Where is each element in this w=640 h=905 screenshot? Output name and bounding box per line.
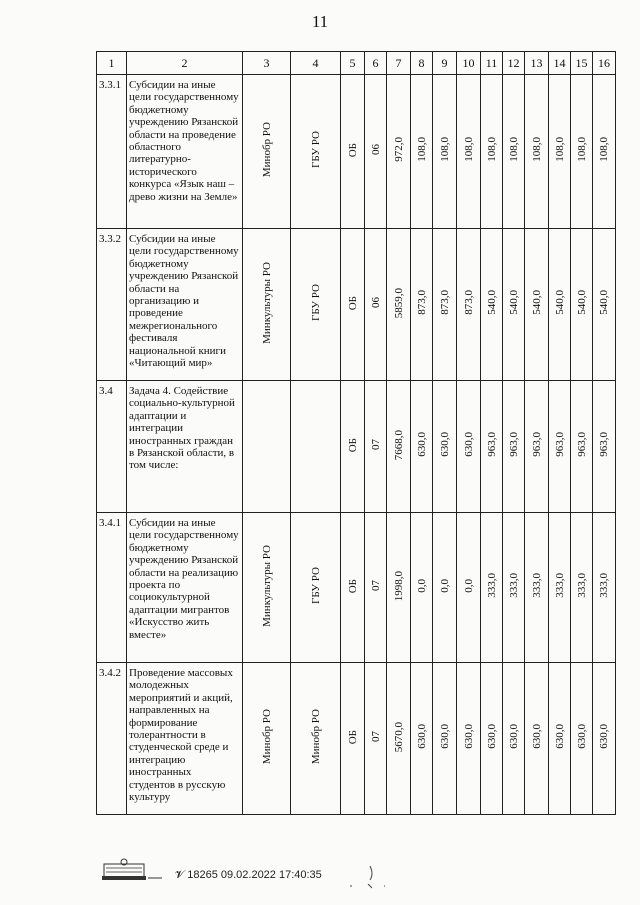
code-cell-text: 06: [369, 297, 382, 309]
executor-cell: [243, 75, 291, 229]
value-cell: [503, 513, 525, 663]
code-cell-text: 07: [369, 439, 382, 451]
column-header: 2: [127, 52, 243, 75]
code-cell: [365, 75, 387, 229]
value-cell: [411, 75, 433, 229]
code-cell: [365, 229, 387, 381]
scan-artifact: [340, 862, 400, 892]
executor-cell-text: Минобр РО: [260, 122, 273, 178]
executor-cell: [243, 513, 291, 663]
participant-cell: [291, 513, 341, 663]
value-cell: [433, 663, 457, 815]
value-cell-text: 540,0: [553, 290, 566, 316]
budget-table: [96, 51, 616, 815]
value-cell: [549, 513, 571, 663]
value-cell-text: 540,0: [575, 290, 588, 316]
row-number: 3.4: [97, 381, 127, 513]
value-cell: [433, 513, 457, 663]
header-row: [97, 52, 616, 75]
column-header: 12: [503, 52, 525, 75]
value-cell-text: 333,0: [507, 573, 520, 599]
value-cell: [457, 229, 481, 381]
value-cell-text: 108,0: [575, 137, 588, 163]
row-number: 3.3.2: [97, 229, 127, 381]
participant-cell-text: ГБУ РО: [309, 567, 322, 605]
value-cell: [549, 381, 571, 513]
value-cell: [593, 663, 616, 815]
source-cell-text: ОБ: [346, 729, 359, 744]
value-cell: [481, 663, 503, 815]
value-cell-text: 333,0: [530, 573, 543, 599]
value-cell-text: 108,0: [507, 137, 520, 163]
participant-cell: [291, 663, 341, 815]
value-cell-text: 108,0: [553, 137, 566, 163]
value-cell-text: 0,0: [415, 578, 428, 593]
row-description: Субсидии на иные цели государственному бюджетному учреждению Рязанской области на организацию и проведение межрегионального фестиваля национальной книги «Читающий мир»: [127, 229, 243, 381]
value-cell: [411, 663, 433, 815]
row-description: Задача 4. Содействие социально-культурной адаптации и интеграции иностранных граждан в Рязанской области, в том числе:: [127, 381, 243, 513]
value-cell-text: 108,0: [438, 137, 451, 163]
row-number: 3.4.1: [97, 513, 127, 663]
value-cell: [387, 663, 411, 815]
value-cell-text: 333,0: [485, 573, 498, 599]
value-cell: [433, 381, 457, 513]
value-cell: [525, 75, 549, 229]
value-cell-text: 0,0: [462, 578, 475, 593]
row-description: Субсидии на иные цели государственному бюджетному учреждению Рязанской области на проведение областного литературно-исторического конкурса «Язык наш – древо жизни на Земле»: [127, 75, 243, 229]
column-header: 15: [571, 52, 593, 75]
value-cell: [411, 513, 433, 663]
value-cell: [503, 663, 525, 815]
value-cell: [593, 75, 616, 229]
value-cell: [571, 229, 593, 381]
value-cell-text: 5670,0: [392, 721, 405, 752]
value-cell-text: 333,0: [575, 573, 588, 599]
source-cell-text: ОБ: [346, 295, 359, 310]
row-description: Проведение массовых молодежных мероприятий и акций, направленных на формирование толерантности в студенческой среде и интеграцию иностранных студентов в русскую культуру: [127, 663, 243, 815]
value-cell: [503, 229, 525, 381]
column-header: 10: [457, 52, 481, 75]
code-cell-text: 07: [369, 731, 382, 743]
source-cell: [341, 513, 365, 663]
value-cell: [593, 381, 616, 513]
executor-cell-text: Минкультуры РО: [260, 544, 273, 627]
table-row: [97, 663, 616, 815]
value-cell-text: 630,0: [507, 724, 520, 750]
value-cell-text: 630,0: [415, 432, 428, 458]
value-cell-text: 963,0: [507, 432, 520, 458]
value-cell-text: 873,0: [415, 290, 428, 316]
column-header: 1: [97, 52, 127, 75]
source-cell: [341, 75, 365, 229]
table-row: [97, 513, 616, 663]
executor-cell: [243, 663, 291, 815]
participant-cell: [291, 75, 341, 229]
table-row: [97, 381, 616, 513]
value-cell-text: 963,0: [530, 432, 543, 458]
table-row: [97, 229, 616, 381]
value-cell-text: 963,0: [485, 432, 498, 458]
value-cell-text: 108,0: [485, 137, 498, 163]
column-header: 16: [593, 52, 616, 75]
value-cell: [571, 663, 593, 815]
participant-cell: [291, 381, 341, 513]
value-cell-text: 108,0: [462, 137, 475, 163]
code-cell: [365, 513, 387, 663]
column-header: 4: [291, 52, 341, 75]
participant-cell-text: ГБУ РО: [309, 284, 322, 322]
participant-cell: [291, 229, 341, 381]
value-cell: [571, 381, 593, 513]
column-header: 3: [243, 52, 291, 75]
value-cell: [457, 513, 481, 663]
document-logo-icon: [100, 858, 164, 884]
column-header: 7: [387, 52, 411, 75]
value-cell: [525, 663, 549, 815]
value-cell-text: 972,0: [392, 137, 405, 163]
value-cell-text: 333,0: [553, 573, 566, 599]
value-cell-text: 333,0: [598, 573, 610, 599]
value-cell: [503, 75, 525, 229]
column-header: 11: [481, 52, 503, 75]
row-description: Субсидии на иные цели государственному бюджетному учреждению Рязанской области на реализацию проекта по социокультурной адаптации мигрантов «Искусство жить вместе»: [127, 513, 243, 663]
value-cell-text: 630,0: [553, 724, 566, 750]
source-cell: [341, 663, 365, 815]
column-header: 6: [365, 52, 387, 75]
value-cell: [433, 229, 457, 381]
value-cell: [571, 75, 593, 229]
row-number: 3.3.1: [97, 75, 127, 229]
value-cell: [387, 381, 411, 513]
value-cell: [411, 381, 433, 513]
registration-stamp: 𝓥 18265 09.02.2022 17:40:35: [175, 869, 322, 881]
value-cell-text: 540,0: [530, 290, 543, 316]
value-cell-text: 0,0: [438, 578, 451, 593]
value-cell: [525, 229, 549, 381]
value-cell-text: 5859,0: [392, 287, 405, 318]
value-cell: [549, 663, 571, 815]
value-cell: [525, 513, 549, 663]
value-cell: [571, 513, 593, 663]
value-cell-text: 630,0: [438, 724, 451, 750]
participant-cell-text: Минобр РО: [309, 709, 322, 765]
value-cell: [387, 229, 411, 381]
row-number: 3.4.2: [97, 663, 127, 815]
value-cell-text: 7668,0: [392, 429, 405, 460]
code-cell: [365, 381, 387, 513]
value-cell: [593, 513, 616, 663]
value-cell: [525, 381, 549, 513]
page-number: 11: [311, 12, 329, 31]
participant-cell-text: ГБУ РО: [309, 131, 322, 169]
value-cell-text: 963,0: [598, 432, 610, 458]
value-cell: [457, 381, 481, 513]
value-cell-text: 108,0: [415, 137, 428, 163]
value-cell-text: 1998,0: [392, 570, 405, 601]
value-cell-text: 630,0: [530, 724, 543, 750]
value-cell: [411, 229, 433, 381]
value-cell: [481, 75, 503, 229]
value-cell-text: 873,0: [462, 290, 475, 316]
value-cell: [481, 513, 503, 663]
value-cell: [481, 381, 503, 513]
executor-cell-text: Минкультуры РО: [260, 261, 273, 344]
column-header: 14: [549, 52, 571, 75]
value-cell: [387, 75, 411, 229]
value-cell: [387, 513, 411, 663]
value-cell-text: 963,0: [575, 432, 588, 458]
column-header: 5: [341, 52, 365, 75]
value-cell-text: 873,0: [438, 290, 451, 316]
executor-cell: [243, 381, 291, 513]
code-cell: [365, 663, 387, 815]
source-cell-text: ОБ: [346, 142, 359, 157]
value-cell-text: 108,0: [598, 137, 610, 163]
code-cell-text: 06: [369, 144, 382, 156]
value-cell-text: 540,0: [485, 290, 498, 316]
value-cell-text: 630,0: [575, 724, 588, 750]
column-header: 9: [433, 52, 457, 75]
table-row: [97, 75, 616, 229]
value-cell-text: 630,0: [462, 724, 475, 750]
value-cell-text: 630,0: [485, 724, 498, 750]
source-cell-text: ОБ: [346, 437, 359, 452]
value-cell: [549, 229, 571, 381]
value-cell-text: 630,0: [598, 724, 610, 750]
value-cell-text: 540,0: [598, 290, 610, 316]
value-cell: [457, 75, 481, 229]
executor-cell-text: Минобр РО: [260, 709, 273, 765]
executor-cell: [243, 229, 291, 381]
column-header: 13: [525, 52, 549, 75]
value-cell: [433, 75, 457, 229]
value-cell: [549, 75, 571, 229]
value-cell-text: 630,0: [415, 724, 428, 750]
column-header: 8: [411, 52, 433, 75]
value-cell-text: 540,0: [507, 290, 520, 316]
value-cell: [503, 381, 525, 513]
value-cell-text: 630,0: [438, 432, 451, 458]
value-cell-text: 108,0: [530, 137, 543, 163]
value-cell: [481, 229, 503, 381]
value-cell-text: 630,0: [462, 432, 475, 458]
source-cell-text: ОБ: [346, 578, 359, 593]
source-cell: [341, 381, 365, 513]
value-cell-text: 963,0: [553, 432, 566, 458]
value-cell: [593, 229, 616, 381]
value-cell: [457, 663, 481, 815]
code-cell-text: 07: [369, 580, 382, 592]
source-cell: [341, 229, 365, 381]
